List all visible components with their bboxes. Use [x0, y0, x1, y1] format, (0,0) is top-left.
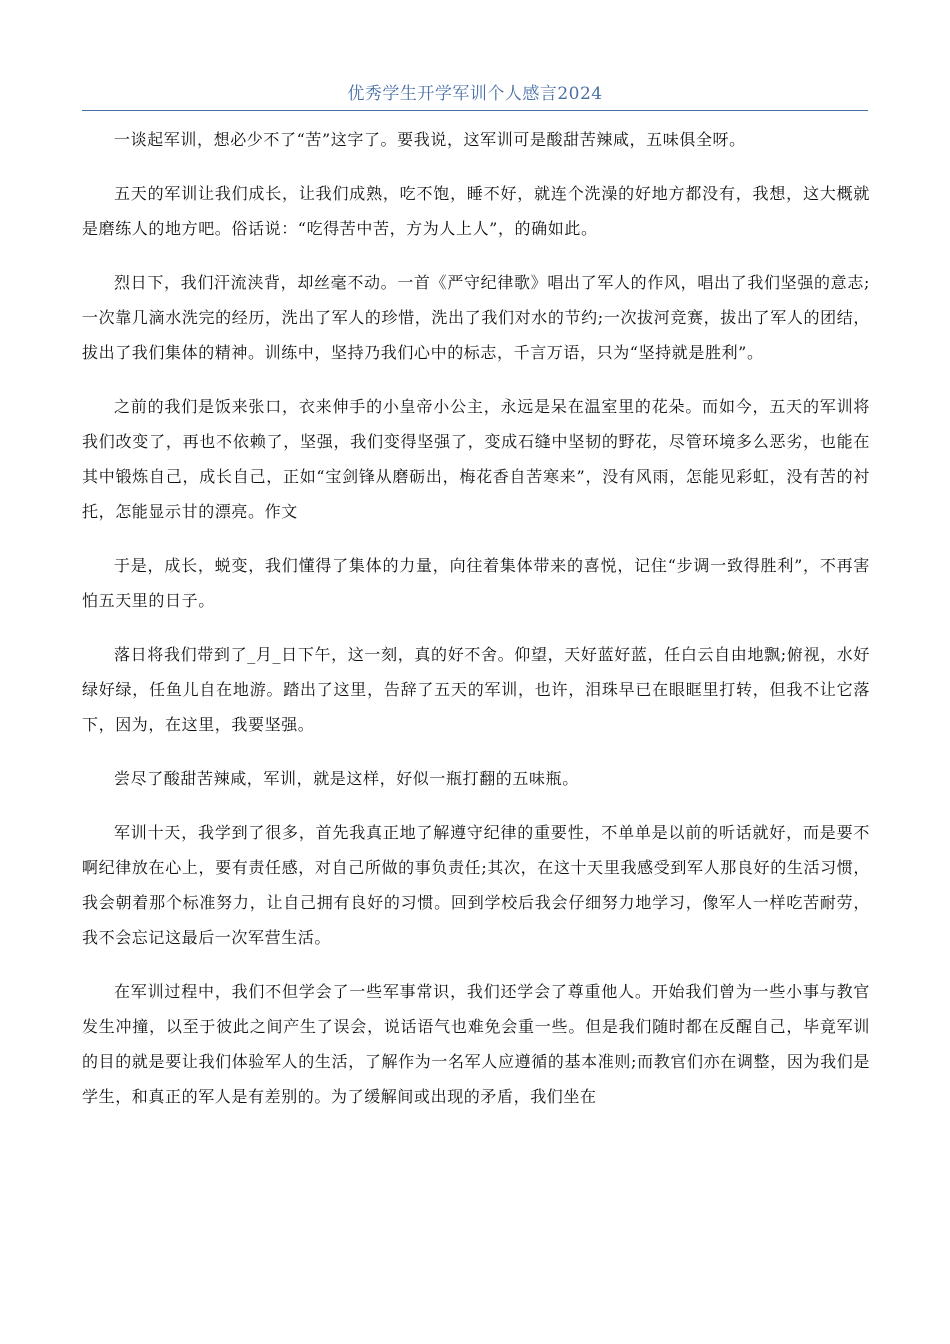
paragraph: 军训十天，我学到了很多，首先我真正地了解遵守纪律的重要性，不单单是以前的听话就好，而是要不啊纪律放在心上，要有责任感，对自己所做的事负责任;其次，在这十天里我感受到军人那良好的生活习惯，我会朝着那个标准努力，让自己拥有良好的习惯。回到学校后我会仔细努力地学习，像军人一样吃苦耐劳，我不会忘记这最后一次军营生活。	[82, 823, 870, 947]
paragraph: 在军训过程中，我们不但学会了一些军事常识，我们还学会了尊重他人。开始我们曾为一些小事与教官发生冲撞，以至于彼此之间产生了误会，说话语气也难免会重一些。但是我们随时都在反醒自己，毕竟军训的目的就是要让我们体验军人的生活，了解作为一名军人应遵循的基本准则;而教官们亦在调整，因为我们是学生，和真正的军人是有差别的。为了缓解间或出现的矛盾，我们坐在	[82, 982, 870, 1106]
document-body	[82, 122, 870, 1133]
document-title: 优秀学生开学军训个人感言2024	[347, 84, 603, 104]
paragraph: 落日将我们带到了_月_日下午，这一刻，真的好不舍。仰望，天好蓝好蓝，任白云自由地飘;俯视，水好绿好绿，任鱼儿自在地游。踏出了这里，告辞了五天的军训，也许，泪珠早已在眼眶里打转，但我不让它落下，因为，在这里，我要坚强。	[82, 645, 870, 734]
paragraph: 一谈起军训，想必少不了“苦”这字了。要我说，这军训可是酸甜苦辣咸，五味俱全呀。	[114, 130, 746, 149]
paragraph: 尝尽了酸甜苦辣咸，军训，就是这样，好似一瓶打翻的五味瓶。	[114, 769, 579, 788]
page-header	[82, 80, 868, 111]
paragraph: 之前的我们是饭来张口，衣来伸手的小皇帝小公主，永远是呆在温室里的花朵。而如今，五天的军训将我们改变了，再也不依赖了，坚强，我们变得坚强了，变成石缝中坚韧的野花，尽管环境多么恶劣，也能在其中锻炼自己，成长自己，正如“宝剑锋从磨砺出，梅花香自苦寒来”，没有风雨，怎能见彩虹，没有苦的衬托，怎能显示甘的漂亮。作文	[82, 397, 870, 521]
paragraph: 烈日下，我们汗流浃背，却丝毫不动。一首《严守纪律歌》唱出了军人的作风，唱出了我们坚强的意志;一次靠几滴水洗完的经历，洗出了军人的珍惜，洗出了我们对水的节约;一次拔河竞赛，拔出了军人的团结，拔出了我们集体的精神。训练中，坚持乃我们心中的标志，千言万语，只为“坚持就是胜利”。	[82, 273, 870, 362]
paragraph: 于是，成长，蜕变，我们懂得了集体的力量，向往着集体带来的喜悦，记住“步调一致得胜利”，不再害怕五天里的日子。	[82, 556, 870, 610]
paragraph: 五天的军训让我们成长，让我们成熟，吃不饱，睡不好，就连个洗澡的好地方都没有，我想，这大概就是磨练人的地方吧。俗话说：“吃得苦中苦，方为人上人”，的确如此。	[82, 184, 870, 238]
